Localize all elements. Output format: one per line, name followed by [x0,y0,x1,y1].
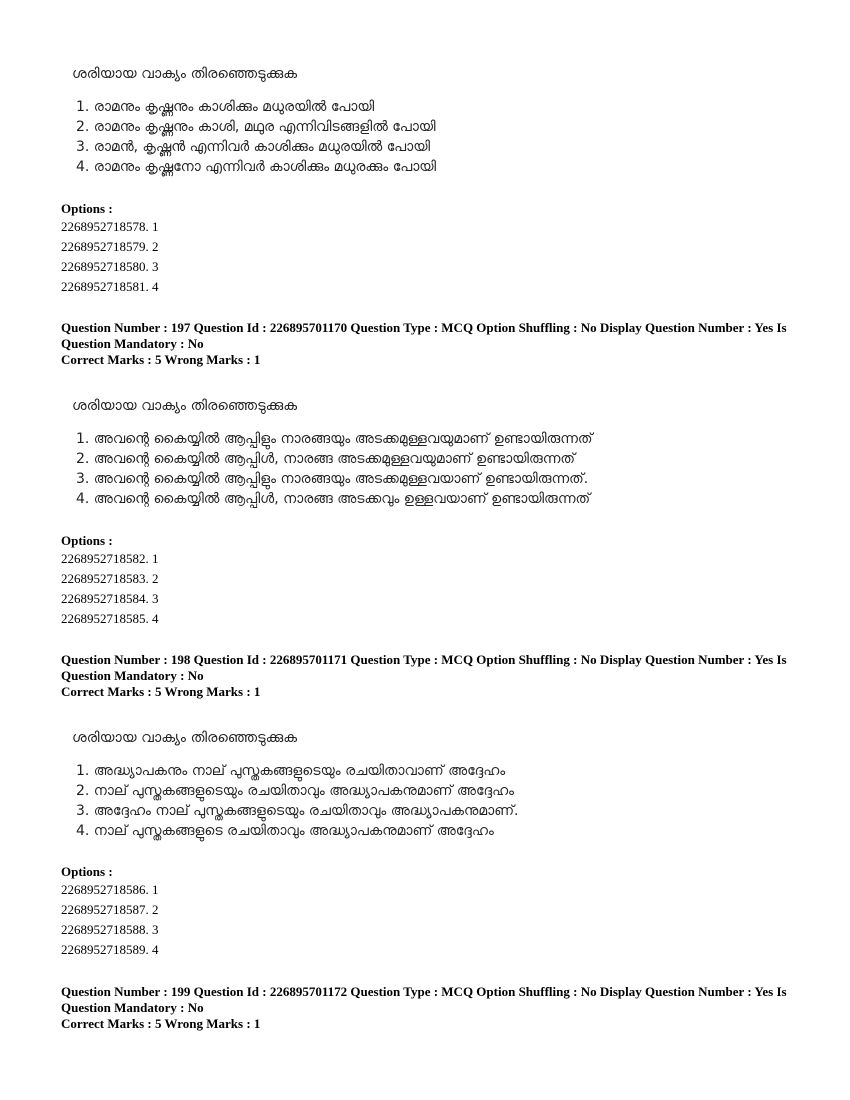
option-id: 2268952718584. 3 [61,591,159,606]
answer-choices [76,97,436,177]
answer-choice: 2. നാല് പുസ്തകങ്ങളുടെയും രചയിതാവും അദ്ധ്യാപകനുമാണ് അദ്ദേഹം [76,783,515,799]
answer-choice: 1. അവന്റെ കൈയ്യിൽ ആപ്പിളും നാരങ്ങയും അടക്കമുള്ളവയുമാണ് ഉണ്ടായിരുന്നത് [76,431,593,447]
option-id: 2268952718585. 4 [61,611,159,626]
question-meta-line: Question Number : 197 Question Id : 226895701170 Question Type : MCQ Option Shuffling : No Display Question Number : Yes Is [61,320,787,335]
answer-choice: 1. അദ്ധ്യാപകനും നാല് പുസ്തകങ്ങളുടെയും രചയിതാവാണ് അദ്ദേഹം [76,763,506,779]
question-meta-line: Question Number : 198 Question Id : 226895701171 Question Type : MCQ Option Shuffling : No Display Question Number : Yes Is [61,652,787,667]
question-heading: ശരിയായ വാക്യം തിരഞ്ഞെടുക്കുക [72,398,298,414]
option-id: 2268952718583. 2 [61,571,159,586]
options-title: Options : [61,201,113,216]
answer-choice: 3. രാമൻ, കൃഷ്ണൻ എന്നിവർ കാശിക്കും മധുരയിൽ പോയി [76,139,431,155]
answer-choice: 1. രാമനും കൃഷ്ണനും കാശിക്കും മധുരയിൽ പോയി [76,99,375,115]
option-id: 2268952718589. 4 [61,942,159,957]
question-marks: Correct Marks : 5 Wrong Marks : 1 [61,352,261,367]
question-meta-line: Question Number : 199 Question Id : 226895701172 Question Type : MCQ Option Shuffling : No Display Question Number : Yes Is [61,984,787,999]
option-ids [61,880,159,960]
question-mandatory: Question Mandatory : No [61,1000,204,1015]
answer-choices [76,761,518,841]
answer-choice: 4. രാമനും കൃഷ്ണനോ എന്നിവർ കാശിക്കും മധുരക്കും പോയി [76,159,437,175]
options-title: Options : [61,864,113,879]
answer-choice: 3. അവന്റെ കൈയ്യിൽ ആപ്പിളും നാരങ്ങയും അടക്കമുള്ളവയാണ് ഉണ്ടായിരുന്നത്. [76,471,589,487]
option-id: 2268952718578. 1 [61,219,159,234]
question-meta [61,320,801,368]
option-ids [61,217,159,297]
options-title: Options : [61,533,113,548]
answer-choice: 4. നാല് പുസ്തകങ്ങളുടെ രചയിതാവും അദ്ധ്യാപകനുമാണ് അദ്ദേഹം [76,823,494,839]
answer-choice: 4. അവന്റെ കൈയ്യിൽ ആപ്പിൾ, നാരങ്ങ അടക്കവും ഉള്ളവയാണ് ഉണ്ടായിരുന്നത് [76,491,591,507]
option-id: 2268952718580. 3 [61,259,159,274]
question-heading: ശരിയായ വാക്യം തിരഞ്ഞെടുക്കുക [72,66,298,82]
question-heading: ശരിയായ വാക്യം തിരഞ്ഞെടുക്കുക [72,730,298,746]
option-id: 2268952718581. 4 [61,279,159,294]
option-id: 2268952718587. 2 [61,902,159,917]
question-meta [61,652,801,700]
question-marks: Correct Marks : 5 Wrong Marks : 1 [61,1016,261,1031]
option-id: 2268952718582. 1 [61,551,159,566]
answer-choice: 2. രാമനും കൃഷ്ണനും കാശി, മഥുര എന്നിവിടങ്ങളിൽ പോയി [76,119,436,135]
option-id: 2268952718586. 1 [61,882,159,897]
question-mandatory: Question Mandatory : No [61,336,204,351]
question-mandatory: Question Mandatory : No [61,668,204,683]
question-meta [61,984,801,1032]
question-marks: Correct Marks : 5 Wrong Marks : 1 [61,684,261,699]
answer-choices [76,429,593,509]
option-ids [61,549,159,629]
answer-choice: 3. അദ്ദേഹം നാല് പുസ്തകങ്ങളുടെയും രചയിതാവും അദ്ധ്യാപകനുമാണ്. [76,803,519,819]
option-id: 2268952718588. 3 [61,922,159,937]
answer-choice: 2. അവന്റെ കൈയ്യിൽ ആപ്പിൾ, നാരങ്ങ അടക്കമുള്ളവയുമാണ് ഉണ്ടായിരുന്നത് [76,451,575,467]
option-id: 2268952718579. 2 [61,239,159,254]
